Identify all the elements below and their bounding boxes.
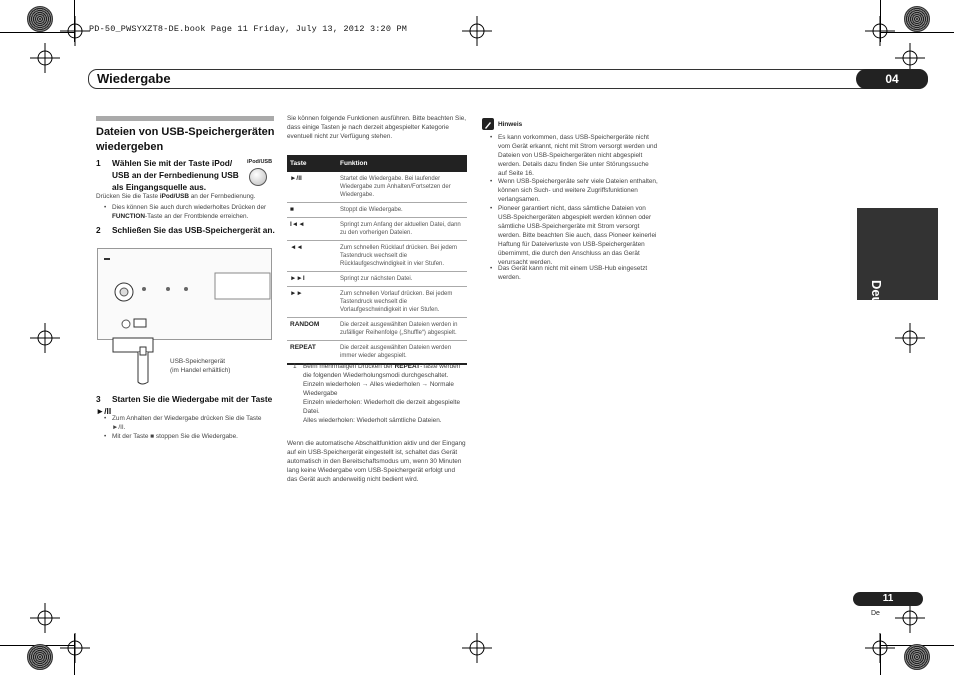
table-key: ►►I bbox=[287, 272, 337, 287]
page-heading: Dateien von USB-Speichergeräten wiedergeben bbox=[96, 126, 275, 153]
footnote-bold: REPEAT bbox=[394, 363, 421, 370]
footnote-text: -Taste werden die folgenden Wiederholungsmodi durchgeschaltet. bbox=[303, 363, 461, 379]
step-1-text: Wählen Sie mit der Taste iPod/ USB an der Fernbedienung USB als Eingangsquelle aus. bbox=[112, 158, 239, 192]
section-rule bbox=[96, 116, 274, 121]
table-row bbox=[287, 272, 467, 287]
section-title: Wiedergabe bbox=[97, 71, 171, 86]
page-number: 11 bbox=[853, 592, 923, 606]
registration-dial bbox=[27, 644, 53, 670]
registration-dial bbox=[904, 644, 930, 670]
footnote-text: Beim mehrmaligen Drücken der bbox=[303, 363, 393, 370]
device-illustration bbox=[97, 248, 272, 340]
note-item: • Wenn USB-Speichergeräte sehr viele Dateien enthalten, können sich Such- und weitere Zugriffsfunktionen verlangsamen. bbox=[498, 177, 658, 204]
note-item: • Das Gerät kann nicht mit einem USB-Hub eingesetzt werden. bbox=[498, 264, 658, 282]
table-header-row bbox=[287, 155, 467, 172]
registration-mark bbox=[30, 323, 60, 353]
intro-text: Sie können folgende Funktionen ausführen. Bitte beachten Sie, dass einige Tasten je nach derzeit abgespielter Kategorie eventuell nicht zur Verfügung stehen. bbox=[287, 115, 467, 140]
registration-mark bbox=[895, 603, 925, 633]
table-desc: Springt zur nächsten Datei. bbox=[337, 272, 467, 287]
note-text: Drücken Sie die Taste bbox=[96, 193, 159, 200]
bullet-bold: FUNCTION bbox=[112, 213, 146, 220]
note-text: an der Fernbedienung. bbox=[190, 193, 256, 200]
step-1-note bbox=[96, 192, 276, 201]
table-row bbox=[287, 218, 467, 241]
table-key: ◄◄ bbox=[287, 241, 337, 272]
page-language: De bbox=[871, 610, 880, 617]
table-row bbox=[287, 287, 467, 318]
chapter-badge: 04 bbox=[856, 69, 928, 89]
usb-stick-icon bbox=[138, 352, 148, 384]
step-number: 3 bbox=[96, 394, 101, 404]
table-header: Taste bbox=[287, 155, 337, 172]
step-number: 2 bbox=[96, 225, 101, 235]
table-desc: Die derzeit ausgewählten Dateien werden in zufälliger Reihenfolge („Shuffle“) abgespielt. bbox=[337, 318, 467, 341]
step-number: 1 bbox=[96, 158, 101, 168]
table-key: ►/II bbox=[287, 172, 337, 203]
note-item: • Es kann vorkommen, dass USB-Speichergeräte nicht vom Gerät erkannt, nicht mit Strom versorgt werden und Dateien von USB-Speichergeräten nicht abgespielt werden. Details dazu finden Sie unter Störungssuche auf Seite 16. bbox=[498, 133, 658, 178]
book-header: PD-50_PWSYXZT8-DE.book Page 11 Friday, July 13, 2012 3:20 PM bbox=[89, 24, 408, 34]
step-2-text: Schließen Sie das USB-Speichergerät an. bbox=[112, 225, 275, 235]
footnote-line: Einzeln wiederholen → Alles wiederholen → Normale Wiedergabe bbox=[303, 381, 454, 397]
note-bold: iPod/USB bbox=[159, 193, 189, 200]
table-desc: Zum schnellen Rücklauf drücken. Bei jedem Tastendruck wechselt die Rücklaufgeschwindigkeit in vier Stufen. bbox=[337, 241, 467, 272]
registration-dial bbox=[27, 6, 53, 32]
note-title: Hinweis bbox=[498, 121, 523, 128]
bullet-text: -Taste an der Frontblende erreichen. bbox=[145, 213, 249, 220]
registration-mark bbox=[60, 16, 90, 46]
ipod-usb-button-label: iPod/USB bbox=[247, 159, 273, 165]
language-tab-label: Deutsch bbox=[869, 280, 884, 332]
table-desc: Springt zum Anfang der aktuellen Datei, dann zu den vorherigen Dateien. bbox=[337, 218, 467, 241]
ipod-usb-button-icon bbox=[249, 168, 267, 186]
note-icon bbox=[482, 118, 494, 130]
table-row bbox=[287, 318, 467, 341]
registration-mark bbox=[60, 633, 90, 663]
step-3-label: Starten Sie die Wiedergabe mit der Taste bbox=[112, 394, 273, 404]
play-pause-symbol: ►/II bbox=[96, 406, 112, 416]
bullet-text: Dies können Sie auch durch wiederholtes Drücken der bbox=[112, 204, 267, 211]
note-item: • Pioneer garantiert nicht, dass sämtliche Dateien von USB-Speichergeräten abgespielt werden können oder sämtliche USB-Speichergeräte mit Strom versorgt werden. Bitte beachten Sie auch, dass Pioneer keinerlei Haftung für Dateiverluste von USB-Speichergeräten übernimmt, die durch den Anschluss an das Gerät verursacht werden. bbox=[498, 204, 658, 267]
table-desc: Startet die Wiedergabe. Bei laufender Wiedergabe zum Anhalten/Fortsetzen der Wiedergabe. bbox=[337, 172, 467, 203]
table-desc: Die derzeit ausgewählten Dateien werden immer wieder abgespielt. bbox=[337, 341, 467, 365]
device-caption bbox=[170, 357, 270, 375]
registration-mark bbox=[462, 633, 492, 663]
footnote-line: Einzeln wiederholen: Wiederholt die derzeit abgespielte Datei. bbox=[303, 399, 461, 415]
step-3-bullet: • Zum Anhalten der Wiedergabe drücken Sie die Taste ►/II. bbox=[112, 414, 272, 432]
device-caption-line: (im Handel erhältlich) bbox=[170, 367, 231, 374]
table-key: I◄◄ bbox=[287, 218, 337, 241]
auto-off-text: Wenn die automatische Abschaltfunktion aktiv und der Eingang auf ein USB-Speichergerät eingestellt ist, schaltet das Gerät automatisch in den Bereitschaftsmodus um, wenn 30 Minuten lang keine Wiedergabe vom USB-Speichergerät erfolgt und das Gerät auch anderweitig nicht bedient wird. bbox=[287, 440, 466, 483]
registration-mark bbox=[30, 603, 60, 633]
registration-mark bbox=[30, 43, 60, 73]
registration-mark bbox=[895, 323, 925, 353]
table-desc: Stoppt die Wiedergabe. bbox=[337, 203, 467, 218]
table-header: Funktion bbox=[337, 155, 467, 172]
footnote-line: Alles wiederholen: Wiederholt sämtliche Dateien. bbox=[303, 417, 442, 424]
registration-mark bbox=[865, 633, 895, 663]
table-key: REPEAT bbox=[287, 341, 337, 365]
footnote-number: 1 bbox=[293, 363, 297, 370]
table-key: ■ bbox=[287, 203, 337, 218]
step-3-bullet: • Mit der Taste ■ stoppen Sie die Wiedergabe. bbox=[112, 432, 272, 441]
table-desc: Zum schnellen Vorlauf drücken. Bei jedem Tastendruck wechselt die Vorlaufgeschwindigkeit in vier Stufen. bbox=[337, 287, 467, 318]
section-header-bar bbox=[88, 69, 928, 89]
table-row bbox=[287, 241, 467, 272]
step-3-text bbox=[112, 393, 282, 405]
registration-mark bbox=[462, 16, 492, 46]
step-1-bullet bbox=[112, 203, 277, 221]
table-row bbox=[287, 341, 467, 365]
function-table bbox=[287, 155, 467, 365]
language-tab bbox=[857, 208, 938, 332]
table-row bbox=[287, 172, 467, 203]
table-key: RANDOM bbox=[287, 318, 337, 341]
table-key: ►► bbox=[287, 287, 337, 318]
usb-port-icon bbox=[134, 319, 146, 327]
table-row bbox=[287, 203, 467, 218]
footnote bbox=[303, 362, 463, 425]
device-caption-line: USB-Speichergerät bbox=[170, 358, 226, 365]
registration-mark bbox=[865, 16, 895, 46]
registration-dial bbox=[904, 6, 930, 32]
